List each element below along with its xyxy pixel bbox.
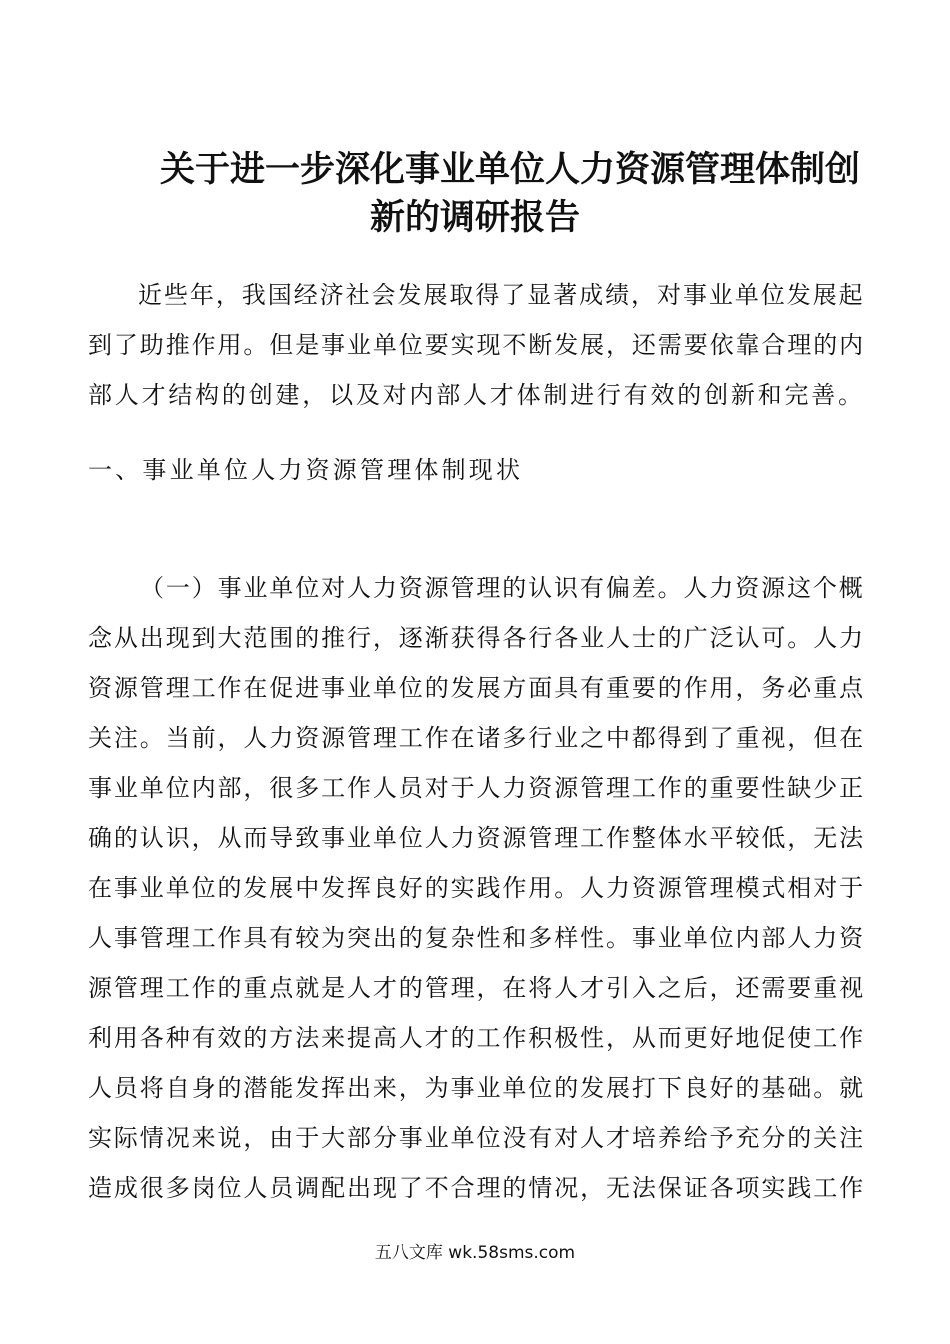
page-footer: 五八文库 wk.58sms.com: [374, 1243, 576, 1263]
document-title-line-1: 关于进一步深化事业单位人力资源管理体制创: [160, 149, 861, 190]
body-line-6: 确的认识，从而导致事业单位人力资源管理工作整体水平较低，无法: [88, 824, 865, 852]
body-line-3: 资源管理工作在促进事业单位的发展方面具有重要的作用，务必重点: [88, 674, 865, 702]
body-line-8: 人事管理工作具有较为突出的复杂性和多样性。事业单位内部人力资: [88, 924, 865, 952]
body-line-7: 在事业单位的发展中发挥良好的实践作用。人力资源管理模式相对于: [88, 874, 865, 902]
body-line-4: 关注。当前，人力资源管理工作在诸多行业之中都得到了重视，但在: [88, 724, 865, 752]
intro-line-2: 到了助推作用。但是事业单位要实现不断发展，还需要依靠合理的内: [88, 331, 865, 359]
body-line-11: 人员将自身的潜能发挥出来，为事业单位的发展打下良好的基础。就: [88, 1074, 865, 1102]
body-line-10: 利用各种有效的方法来提高人才的工作积极性，从而更好地促使工作: [88, 1024, 865, 1052]
intro-line-3: 部人才结构的创建，以及对内部人才体制进行有效的创新和完善。: [88, 381, 865, 409]
body-line-5: 事业单位内部，很多工作人员对于人力资源管理工作的重要性缺少正: [88, 774, 865, 802]
body-line-13: 造成很多岗位人员调配出现了不合理的情况，无法保证各项实践工作: [88, 1174, 865, 1202]
document-title-line-2: 新的调研报告: [370, 197, 581, 238]
intro-line-1: 近些年，我国经济社会发展取得了显著成绩，对事业单位发展起: [138, 281, 865, 309]
body-line-1: （一）事业单位对人力资源管理的认识有偏差。人力资源这个概: [140, 574, 865, 602]
body-line-12: 实际情况来说，由于大部分事业单位没有对人才培养给予充分的关注: [88, 1124, 865, 1152]
body-line-9: 源管理工作的重点就是人才的管理，在将人才引入之后，还需要重视: [88, 974, 865, 1002]
section-heading: 一、事业单位人力资源管理体制现状: [88, 456, 524, 484]
body-line-2: 念从出现到大范围的推行，逐渐获得各行各业人士的广泛认可。人力: [88, 624, 865, 652]
